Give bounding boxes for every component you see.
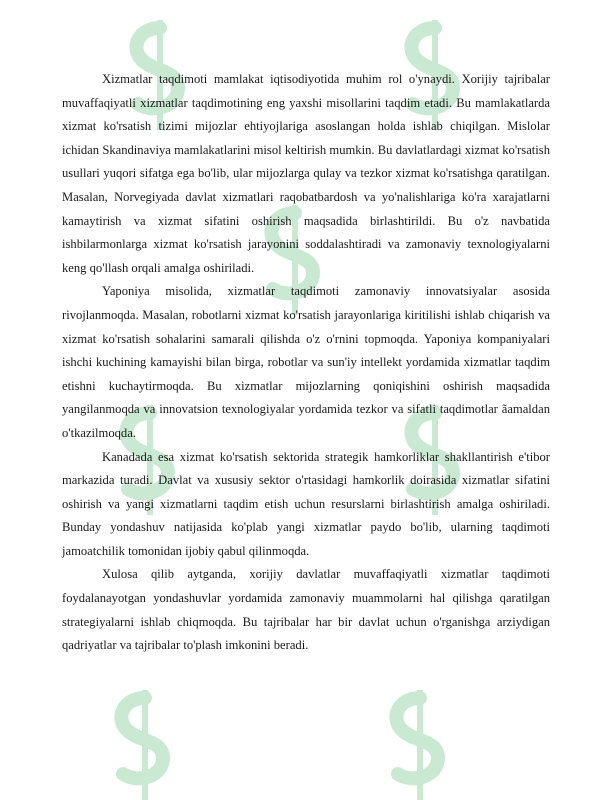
- paragraph-japan: Yaponiya misolida, xizmatlar taqdimoti zamonaviy innovatsiyalar asosida rivojlanmoqda. Masalan, robotlarni xizmat ko'rsatish jarayonlariga kiritilishi ishlab chiqarish va xizmat ko'rsatish sohalarini samarali qilishda o'z o'rnini topmoqda. Yaponiya kompaniyalari ishchi kuchining kamayishi bilan birga, robotlar va sun'iy intellekt yordamida xizmatlar taqdim etishni kuchaytirmoqda. Bu xizmatlar mijozlarning qoniqishini oshirish maqsadida yangilanmoqda va innovatsion texnologiyalar yordamida tezkor va sifatli taqdimotlar ãamaldan o'tkazilmoqda.: [62, 284, 550, 440]
- paragraph-conclusion: Xulosa qilib aytganda, xorijiy davlatlar muvaffaqiyatli xizmatlar taqdimoti foydalanayotgan yondashuvlar yordamida zamonaviy muammolarni hal qilishga qaratilgan strategiyalarni ishlab chiqmoqda. Bu tajribalar har bir davlat uchun o'rganishga arziydigan qadriyatlar va tajribalar to'plash imkonini beradi.: [62, 567, 550, 653]
- document-body: [62, 68, 550, 658]
- watermark-icon: [380, 690, 460, 800]
- watermark-icon: [105, 690, 185, 800]
- paragraph-scandinavia: Xizmatlar taqdimoti mamlakat iqtisodiyotida muhim rol o'ynaydi. Xorijiy tajribalar muvaffaqiyatli xizmatlar taqdimotining eng yaxshi misollarini taqdim etadi. Bu mamlakatlarda xizmat ko'rsatish tizimi mijozlar ehtiyojlariga asoslangan holda ishlab chiqilgan. Mislolar ichidan Skandinaviya mamlakatlarini misol keltirish mumkin. Bu davlatlardagi xizmat ko'rsatish usullari yuqori sifatga ega bo'lib, ular mijozlarga qulay va tezkor xizmat ko'rsatishga qaratilgan. Masalan, Norvegiyada davlat xizmatlari raqobatbardosh va yo'nalishlariga ko'ra xarajatlarni kamaytirish va xizmat sifatini oshirish maqsadida birlashtirildi. Bu o'z navbatida ishbilarmonlarga xizmat ko'rsatish jarayonini soddalashtiradi va zamonaviy texnologiyalarni keng qo'llash orqali amalga oshiriladi.: [62, 72, 550, 275]
- paragraph-canada: Kanadada esa xizmat ko'rsatish sektorida strategik hamkorliklar shakllantirish e'tibor markazida turadi. Davlat va xususiy sektor o'rtasidagi hamkorlik doirasida xizmatlar sifatini oshirish va yangi xizmatlarni taqdim etish uchun resurslarni birlashtirish amalga oshiriladi. Bunday yondashuv natijasida ko'plab yangi xizmatlar paydo bo'lib, ularning taqdimoti jamoatchilik tomonidan ijobiy qabul qilinmoqda.: [62, 449, 550, 558]
